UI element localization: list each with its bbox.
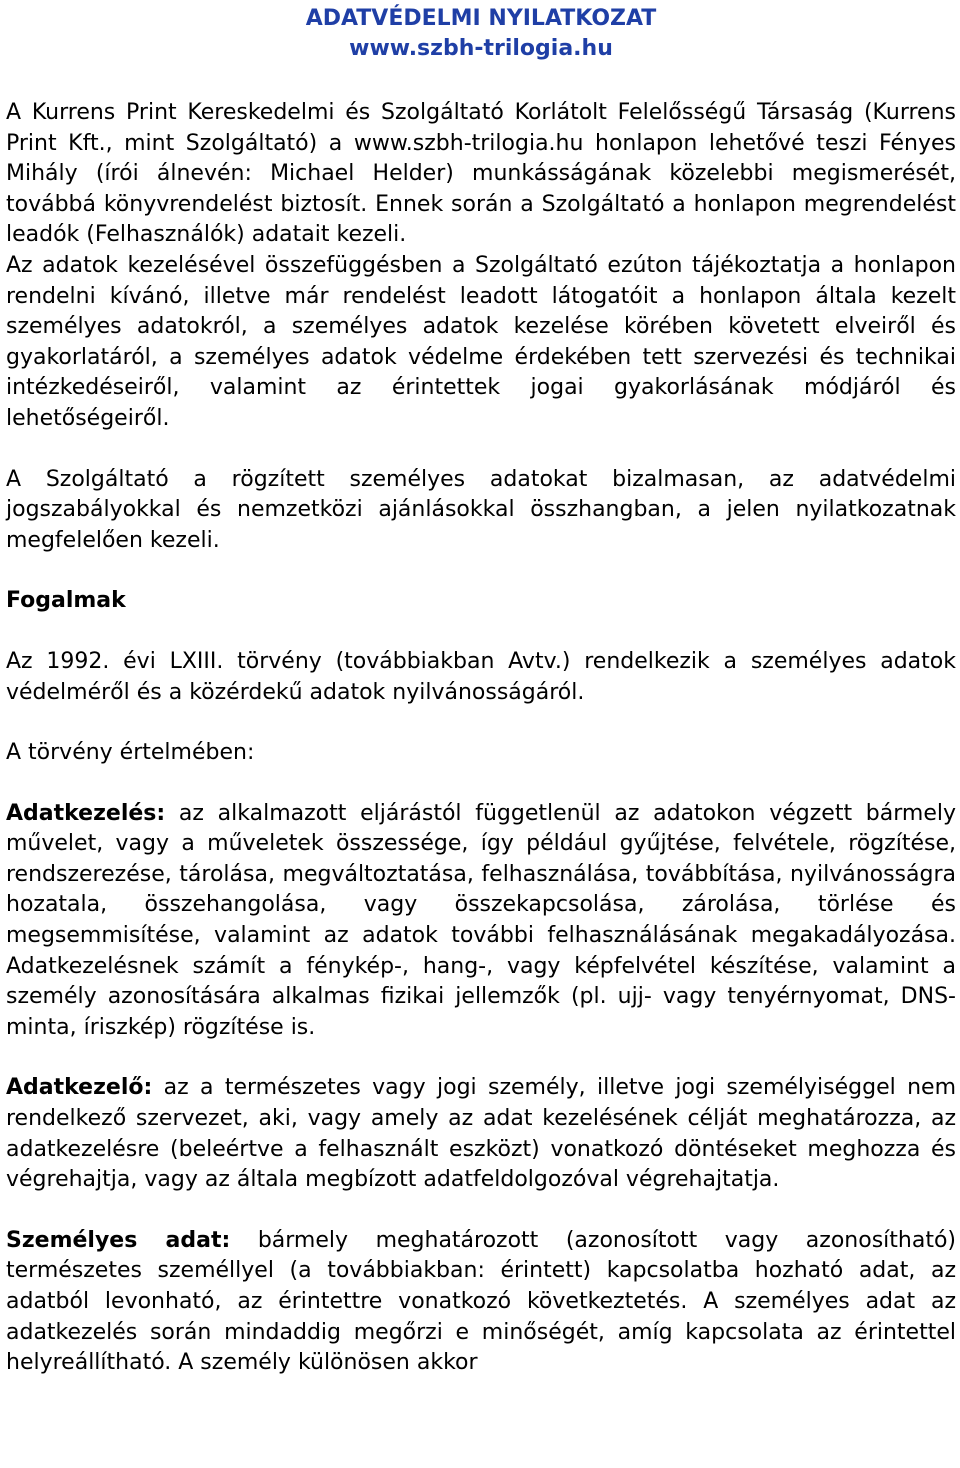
- definition-text: az alkalmazott eljárástól függetlenül az adatokon végzett bármely művelet, vagy a műveletek összessége, így például gyűjtése, felvétele, rögzítése, rendszerezése, tárolása, megváltoztatása, felhasználása, továbbítása, nyilvánosságra hozatala, összehangolása, vagy összekapcsolása, zárolása, törlése és megsemmisítése, valamint az adatok további felhasználásának megakadályozása. Adatkezelésnek számít a fénykép-, hang-, vagy képfelvétel készítése, valamint a személy azonosítására alkalmas fizikai jellemzők (pl. ujj- vagy tenyérnyomat, DNS-minta, íriszkép) rögzítése is.: [6, 800, 956, 1040]
- section-heading-definitions: Fogalmak: [6, 588, 126, 614]
- definition-adatkezelo: [6, 1073, 956, 1195]
- definition-term: Adatkezelés:: [6, 800, 166, 826]
- definition-text: bármely meghatározott (azonosított vagy azonosítható) természetes személlyel (a továbbiakban: érintett) kapcsolatba hozható adat, az adatból levonható, az érintettre vonatkozó következtetés. A személyes adat az adatkezelés során mindaddig megőrzi e minőségét, amíg kapcsolata az érintettel helyreállítható. A személy különösen akkor: [6, 1227, 956, 1376]
- intro-paragraph-3: A Szolgáltató a rögzített személyes adatokat bizalmasan, az adatvédelmi jogszabályokkal és nemzetközi ajánlásokkal összhangban, a jelen nyilatkozatnak megfelelően kezeli.: [6, 466, 956, 553]
- definition-szemelyes-adat: [6, 1226, 956, 1379]
- law-meaning-intro: A törvény értelmében:: [6, 740, 255, 766]
- law-reference: Az 1992. évi LXIII. törvény (továbbiakban Avtv.) rendelkezik a személyes adatok védelméről és a közérdekű adatok nyilvánosságáról.: [6, 648, 956, 705]
- document-page: [6, 4, 956, 1379]
- document-title: ADATVÉDELMI NYILATKOZAT: [305, 6, 657, 31]
- intro-paragraph-1: A Kurrens Print Kereskedelmi és Szolgáltató Korlátolt Felelősségű Társaság (Kurrens Print Kft., mint Szolgáltató) a www.szbh-trilogia.hu honlapon lehetővé teszi Fényes Mihály (írói álnevén: Michael Helder) munkásságának közelebbi megismerését, továbbá könyvrendelést biztosít. Ennek során a Szolgáltató a honlapon megrendelést leadók (Felhasználók) adatait kezeli.: [6, 100, 956, 248]
- definition-term: Személyes adat:: [6, 1227, 231, 1253]
- definition-adatkezeles: [6, 799, 956, 1044]
- document-header: [6, 4, 956, 64]
- definition-text: az a természetes vagy jogi személy, illetve jogi személyiséggel nem rendelkező szervezet, aki, vagy amely az adat kezelésének célját meghatározza, az adatkezelésre (beleértve a felhasznált eszközt) vonatkozó döntéseket meghozza és végrehajtja, vagy az általa megbízott adatfeldolgozóval végrehajtatja.: [6, 1075, 956, 1193]
- intro-paragraph-2: Az adatok kezelésével összefüggésben a Szolgáltató ezúton tájékoztatja a honlapon rendelni kívánó, illetve már rendelést leadott látogatóit a honlapon általa kezelt személyes adatokról, a személyes adatok kezelése körében követett elveiről és gyakorlatáról, a személyes adatok védelme érdekében tett szervezési és technikai intézkedéseiről, valamint az érintettek jogai gyakorlásának módjáról és lehetőségeiről.: [6, 252, 956, 431]
- definition-term: Adatkezelő:: [6, 1075, 153, 1101]
- website-url: www.szbh-trilogia.hu: [349, 36, 613, 61]
